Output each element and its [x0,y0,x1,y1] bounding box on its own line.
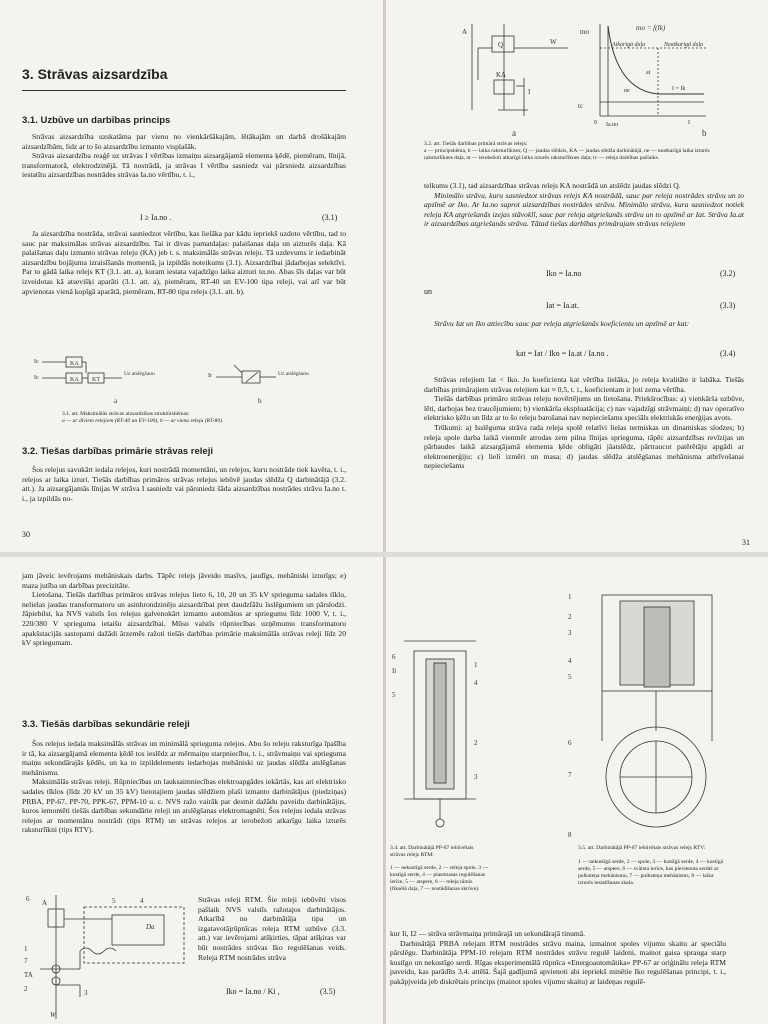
figure-3-2a [458,20,588,138]
svg-text:0: 0 [594,120,597,126]
figure-label-b: b [702,128,707,138]
svg-text:I: I [688,120,690,126]
figure-callout: 3 [474,773,478,781]
text-block [22,571,346,648]
equation-number: (3.5) [320,987,336,996]
page-number: 31 [742,538,750,547]
paragraph: jam jāveic ievērojams mehāniskais darbs. Tāpēc relejs jāveido masīvs, jaudīgs, mehāniski izturīgs; e) maza jutība un darbības precizitāte. [22,571,346,590]
text-block [424,181,744,229]
figure-callout: Ii [392,667,397,675]
equation-number: (3.4) [720,349,736,358]
text-block [198,895,346,962]
chapter-rule [22,90,346,91]
figure-callout: 8 [568,831,572,839]
paragraph: Strāvas releji RTM. Šie releji iebūvēti visos pašlaik NVS valstīs ražotajos darbinātājos. Atkarībā no darbinātāja tipa un izgatavotājrūpnīcas releja RTM uzbūve (3.3. att.) var ievērojami atšķirties, tāpat atšķiras var būt nostrādes strāvas Iko regulēšanas veids. Releja RTM nostrādes strāva [198,895,346,962]
svg-text:tc: tc [578,102,584,110]
figure-label-b: b [258,397,262,405]
equation-number: (3.3) [720,301,736,310]
page-31 [386,0,768,552]
section-3-1-title: 3.1. Uzbūve un darbības princips [22,115,171,126]
paragraph: Trūkumi: a) Isslēguma strāva rada releja spolē relatīvi lielas termiskas un dinamiskas slodzes; b) releja spole darba laikā vienmēr atrodas zem pilna līnijas sprieguma, tāpēc aizsardzības revīzijas un pārbaudes laikā aizsargājamā elementa ķēde obligāti jāatslēdz, pārtraucot patērētāju apgādi ar elektroenerģiju; c) lieli izmēri un masa; d) jaudas slēdža atslēgšanas mehānisma atbrīvošanai nepieciešams [424,422,744,471]
paragraph: Strāvas aizsardzība reaģē uz strāvas I vērtības izmaiņu aizsargājamā elementa ķēdē, piemēram, līnijā, transformatorā, elektrodzinējā. Tā nostrādā, ja strāvas I vērtība sasniedz vai pārsniedz aizsardzības iestatītu aizsardzības nostrādes strāvas Ia.no vērtību, t. i., [22,151,346,180]
figure-label-a: a [114,397,118,405]
figure-callout: Da [146,923,155,931]
paragraph: Strāvas aizsardzība uzskatāma par vienu no vienkāršākajām, lētākajām un darbā drošākajām aizsardzībām, lidz ar to šo aizsardzību izmanto visplašāk. [22,132,346,151]
figure-callout: 5 [568,673,572,681]
figure-3-1 [30,353,330,411]
svg-text:Q: Q [498,41,504,49]
svg-text:A: A [462,28,468,36]
equation-number: (3.2) [720,269,736,278]
figure-output-label: Uz atslēgšanu [278,371,309,377]
svg-text:at: at [646,70,651,76]
figure-callout: W [50,1011,56,1019]
page-number: 30 [22,530,30,539]
paragraph: Šos relejus iedala maksimālās strāvas un minimālā sprieguma relejos. Abu šo releju raksturīga īpašība ir tā, ka aizsargājamā elementa ķēdē tos ieslēdz ar mērmaiņu starpniecību, t. i., strāvmaiņu vai sprieguma maiņu sekundārajās ķēdēs, un ka to izpildelements iedarbojas mehāniski uz jaudas slēdža atslēgšanas mehānismu. [22,739,346,777]
svg-text:ne: ne [624,88,630,94]
figure-3-5 [562,581,752,841]
svg-text:Ic: Ic [34,375,39,381]
independent-part-label: Neatkarīgā daļa [664,42,704,48]
svg-text:Ir: Ir [208,373,212,379]
svg-text:KT: KT [92,377,100,383]
svg-text:KA: KA [70,377,79,383]
figure-callout: 6 [392,653,396,661]
figure-callout: 4 [568,657,572,665]
figure-caption-sub: 1 — nekustīgā serde, 2 — spole, 3 — kustīgā serde, 4 — kustīgā serde, 5 — atspere, 6 — svārsta ierīce, kas pievienota serdei ar pulksteņa mehānismu, 7 — pulksteņa mehānisms, 8 — laika izturēs iestatīšanas skala. [578,859,724,886]
svg-text:I = Ik: I = Ik [672,86,686,92]
svg-text:KA: KA [496,71,507,79]
section-3-2-title: 3.2. Tiešas darbības primārie strāvas releji [22,446,213,457]
text-un: un [424,287,432,296]
equation: I ≥ Ia.no . [140,213,172,222]
figure-caption: 3.4. att. Darbinātājā PP-67 iebūvētais strāvas relejs RTM: [390,845,474,858]
figure-callout: 7 [568,771,572,779]
figure-callout: 3 [84,989,88,997]
equation-number: (3.1) [322,213,338,222]
figure-callout: 1 [474,661,478,669]
paragraph: Maksimālās strāvas releji. Rūpniecības un lauksaimniecības elektroapgādes iekārtās, kas ari elektrisko sadales tīklos (līdz 20 kV un 35 kV) lietotajiem jaudas slēdžiem plaši izmanto darbinātājus (piedziņas) PRBA, PP-67, PP-70, PPK-67, PPM-10 u. c. NVS ražo vairāk par desmit dažādu paveidu darbinātājus, kuros iemontēti tiešās darbības sekundārie releji un atslēgšanas elektromagnēti. Šos relejus iedala strāvas relejos ar momentānu nostrādi (tips RTM) un strāvas relejos ar ierobežoti atkarīgu laika izturēs raksturlīkni (tips RTV). [22,777,346,835]
equation: kat = Iat / Iko = Ia.at / Ia.no . [516,349,609,358]
figure-callout: 7 [24,957,28,965]
figure-callout: 1 [568,593,572,601]
text-block [424,375,744,471]
paragraph: telkums (3.1), tad aizsardzības strāvas relejs KA nostrādā un atslēdz jaudas slēdzi Q. [424,181,681,190]
paragraph: Strāvu Iat un Iko attiecību sauc par releja atgriešanās koeficientu un apzīmē ar kat: [434,319,690,328]
svg-text:KA: KA [70,361,79,367]
text-block [22,739,346,835]
text-block [22,465,346,503]
figure-output-label: Uz atslēgšanu [124,371,155,377]
figure-callout: 3 [568,629,572,637]
svg-text:W: W [550,38,557,46]
paragraph: Strāvas relejiem Iat < Iko. Jo koeficienta kat vērtība lielāka, jo releja kvalitāte ir labāka. Tiešās darbības primārajiem strāvas relejiem kat ≈ 0,5, t. i., koeficientam ir ļoti zema vērtība. [424,375,744,394]
figure-caption-sub: a — principshēma, b — laika raksturlīknes; Q — jaudas slēdzis, KA — jaudas slēdža darbinātājā, ne — neatkarīgā laika izturēs raksturlīknes daļa, at — ierobežotī atkarīgā laika izturēs raksturlīknes daļa; tc — releja darbības pašlaiks. [424,148,710,161]
figure-callout: 4 [474,679,478,687]
figure-callout: 6 [568,739,572,747]
paragraph: Minimālo strāvu, kuru sasniedzot strāvas relejs KA nostrādā, sauc par releja nostrādes strāvu un to apzīmē ar Iko. Ar Ia.no saprot aizsardzības nostrādes strāvu. Minimālo strāvu, kura sasniedzot notiek releja KA atgriešanās izejas stāvoklī, sauc par releja atgriešanās strāvu un to apzīmē ar Iat. Strāva Ia.at ir aizsardzības atgriešanās strāva. Tātad tiešas darbības primārajam strāvas relejiem [424,190,744,229]
paragraph: kur Ii, I2 — strāva strāvmaiņa primārajā un sekundārajā tinumā. [390,929,586,938]
figure-3-3 [20,891,195,1021]
figure-callout: 5 [392,691,396,699]
figure-3-4 [386,637,496,837]
text-block [390,929,726,987]
figure-callout: 5 [112,897,116,905]
svg-text:Ia.no: Ia.no [606,122,619,128]
svg-text:tno: tno [580,28,589,36]
paragraph: Lietošana. Tiešās darbības primāros strāvas relejus lieto 6, 10, 20 un 35 kV sprieguma sadales tīklu, nelielas jaudas transformatoru un asinhrondzinēju aizsardzībai pret daudzfāžu īsslēgumiem un pārslodzi. Jāpiebilst, ka NVS valstīs šos relejus galvenokārt izmanto automātos ar spriegumu līdz 1000 V, t. i., 220/380 V sprieguma ietaišu aizsardzībai. Mūsu valstīs rūpniecības uzņēmumu transformatoru apakšstacijās sastopami dažādi ārzemēs ražoti tiešās darbības primārie maksimālās strāvas releji līdz 20 kV spriegumam. [22,590,346,648]
equation: Iko = Ia.no / Ki , [226,987,280,996]
figure-caption: 3.2. att. Tiešās darbības primārā strāvas relejs: [424,141,528,147]
figure-caption-sub: 1 — nekustīgā serde, 2 — releja spole, 3 — kustīgā serde, 4 — plastmasas regulēšanas ierīce, 5 — atspere, 6 — releja rāmis (fiksētā daļa, 7 — nostādīšanas skrūve). [390,865,489,892]
figure-caption: 3.1. att. Maksimālās strāvas aizsardzības struktūrshēmas: [62,411,190,417]
paragraph: Šos relejus savukārt iedala relejos, kuri nostrādā momentāni, un relejos, kuru nostrāde tiek kavēta, t. i., relejos ar laika izturi. Tiešās darbības primāros strāvas relejus iebūvē jaudas slēdža Q darbinātājā (3.2. att.). Ja aizsargājamās līnijas W strāva I sasniedz vai pārsniedz šāda aizsardzības nostrādes strāvu Ia.no t. i., ja izpildās no- [22,465,346,503]
page-32 [0,557,383,1024]
chapter-title: 3. Strāvas aizsardzība [22,66,168,82]
page-33 [386,557,768,1024]
figure-callout: 2 [474,739,478,747]
svg-text:Ic: Ic [34,359,39,365]
figure-callout: TA [24,971,33,979]
text-block [22,229,346,296]
figure-callout: 2 [568,613,572,621]
section-3-3-title: 3.3. Tiešās darbības sekundārie releji [22,719,190,730]
paragraph: Tiešās darbības primāro strāvas releju novērtējums un lietošana. Priekšrocības: a) vienkārša uzbūve, lēti, darbojas bez traucējumiem; b) vienkārša ekspluatācija; c) nav vajadzīgi strāvmaiņi; d) nav operatīvo elektrisko ķēžu un līdz ar to šo releju barošanai nav nepieciešams speciāls elektriskās enerģijas avots. [424,394,744,423]
text-block [424,319,744,329]
figure-callout: 1 [24,945,28,953]
text-block [22,132,346,180]
svg-text:tno = f(Ik): tno = f(Ik) [636,24,666,32]
equation: Iko = Ia.no [546,269,582,278]
dependent-part-label: Atkarīgā daļa [612,42,646,48]
paragraph: Ja aizsardzība nostrāda, strāvai sasniedzot vērtību, kas lielāka par kādu iepriekš uzdoto vērtību, tad to sauc par maksimālas strāvas aizsardzību. Tai ir divas pamatdaļas: palaišanas daļa un aizturēs daļa. Kā palaišanas daļu izmanto strāvas releju (KA) jeb t. s. maksimālās strāvas releju. Tā uzdevums ir iedarbināt aizsardzību bojājuma izraisīšanās momentā, ja izpildās noteikums (3.1). Aizsardzībai jādarbojas selektīvi. Par to gādā laika relejs KT (3.1. att. a), kuram iestata vajadzīgo laika aizturi tα.no. Abas šīs daļas var būt izveidotas kā atsevišķi aparāti (3.1. att. a), piemēram, RT-40 un EV-100 tipa releji, vai arī var būt apvienotas vienā kopīgā aparātā, piemēram, RT-80 tipa relejs (3.1. att. b). [22,229,346,296]
figure-label-a: a [512,128,516,138]
paragraph: Darbinātājā PRBA relejam RTM nostrādes strāvu maina, izmainot spoles vijumu skaitu ar speciālu pārslēgu. Darbinātāja PPM-10 relejam RTM nostrādes strāvu regulē laideni, mainot gaisa sprauga starp kustīgo un nekustīgo serdi. Rīgas eksperimentālā rūpnīca «Energoautomātika» PP-67 ar oriģinālu releja RTM paveidu, kas parādīts 3.4. attēlā. Šajā gadījumā apvienoti abi iepriekš minētie Iko regulēšanas principi, t. i., pakāpjveida jeb diskrētais princips (mainot spoles vijumu skaitu) ar laideņas regulē- [390,938,726,986]
figure-callout: A [42,899,48,907]
page-30 [0,0,383,552]
figure-callout: 2 [24,985,28,993]
figure-caption-sub: a — ar diviem relejiem (RT-40 un EV-100), b — ar vienu releju (RT-80). [62,418,224,424]
figure-caption: 3.5. att. Darbinātājā PP-67 iebūvētais strāvas relejs RTV: [578,845,706,851]
figure-3-2b [576,18,766,140]
figure-callout: 4 [140,897,144,905]
equation: Iat = Ia.at. [546,301,579,310]
svg-text:I: I [528,88,531,96]
figure-callout: 6 [26,895,30,903]
